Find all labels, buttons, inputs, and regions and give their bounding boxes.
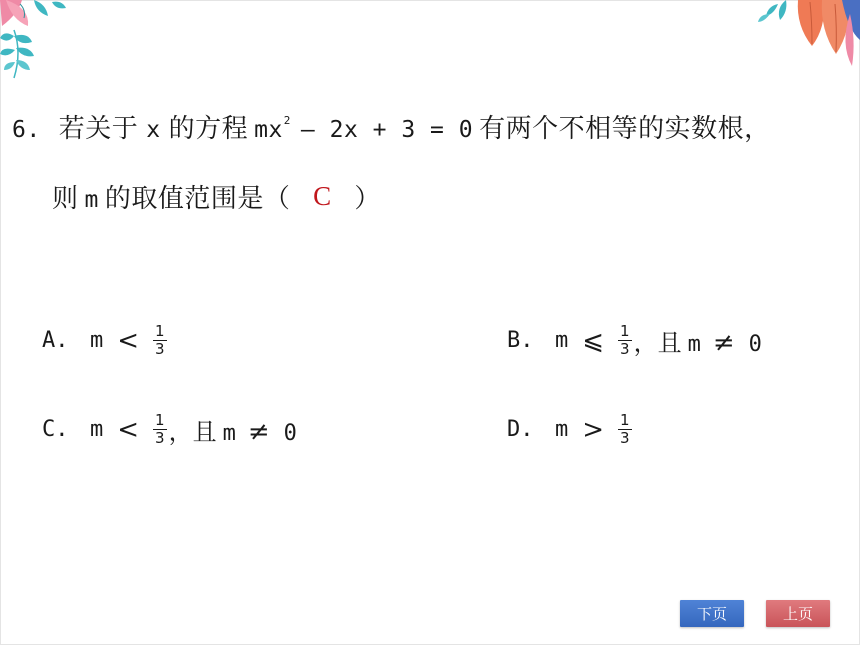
next-page-button[interactable]: 下页 — [680, 600, 744, 627]
leaf-decoration-left-icon — [0, 0, 80, 95]
fraction-numerator: 1 — [155, 411, 165, 429]
previous-page-button[interactable]: 上页 — [766, 600, 830, 627]
question-line-1 — [12, 108, 771, 145]
option-c — [42, 412, 297, 447]
question-var-m: m — [84, 187, 99, 213]
option-b-var2: m — [687, 332, 701, 357]
question-text-5: 的取值范围是（ — [104, 184, 291, 214]
option-c-and: ，且 — [168, 418, 217, 446]
option-d — [507, 412, 634, 447]
fraction-numerator: 1 — [155, 322, 165, 340]
option-d-var: m — [555, 417, 569, 442]
leaf-decoration-right-icon — [740, 0, 860, 70]
option-b — [507, 323, 762, 358]
answer-text: C — [313, 181, 332, 211]
option-a-var: m — [90, 328, 104, 353]
option-d-fraction — [618, 412, 632, 447]
option-a-relation: < — [117, 325, 140, 356]
question-text-1: 若关于 — [58, 114, 139, 144]
question-var-x: x — [146, 117, 161, 143]
option-a-fraction — [153, 323, 167, 358]
option-d-relation: > — [582, 414, 605, 445]
option-c-label: C. — [42, 417, 69, 442]
option-b-condition — [634, 323, 762, 358]
option-b-var: m — [555, 328, 569, 353]
fraction-denominator: 3 — [620, 340, 630, 358]
option-a — [42, 323, 169, 358]
option-c-value2: 0 — [283, 421, 297, 446]
question-text-4: 则 — [52, 184, 79, 214]
option-b-value2: 0 — [748, 332, 762, 357]
fraction-numerator: 1 — [620, 411, 630, 429]
option-a-label: A. — [42, 328, 69, 353]
option-b-relation2: ≠ — [712, 328, 735, 358]
option-c-fraction — [153, 412, 167, 447]
option-b-and: ，且 — [633, 329, 682, 357]
option-c-var2: m — [222, 421, 236, 446]
fraction-denominator: 3 — [620, 429, 630, 447]
option-c-var: m — [90, 417, 104, 442]
question-text-3: 有两个不相等的实数根， — [479, 114, 771, 144]
option-c-relation: < — [117, 414, 140, 445]
option-b-fraction — [618, 323, 632, 358]
fraction-denominator: 3 — [155, 429, 165, 447]
option-b-relation: ⩽ — [582, 325, 605, 356]
option-d-label: D. — [507, 417, 534, 442]
option-c-condition — [169, 412, 297, 447]
option-c-relation2: ≠ — [247, 417, 270, 447]
question-close-paren: ） — [354, 184, 381, 214]
equation-mx: mx — [254, 117, 283, 143]
fraction-denominator: 3 — [155, 340, 165, 358]
fraction-numerator: 1 — [620, 322, 630, 340]
question-text-2: 的方程 — [168, 114, 249, 144]
equation-exponent: 2 — [283, 114, 291, 127]
question-line-2 — [52, 178, 381, 215]
question-number: 6. — [12, 117, 41, 143]
option-b-label: B. — [507, 328, 534, 353]
equation-rest: – 2x + 3 = 0 — [300, 117, 474, 143]
